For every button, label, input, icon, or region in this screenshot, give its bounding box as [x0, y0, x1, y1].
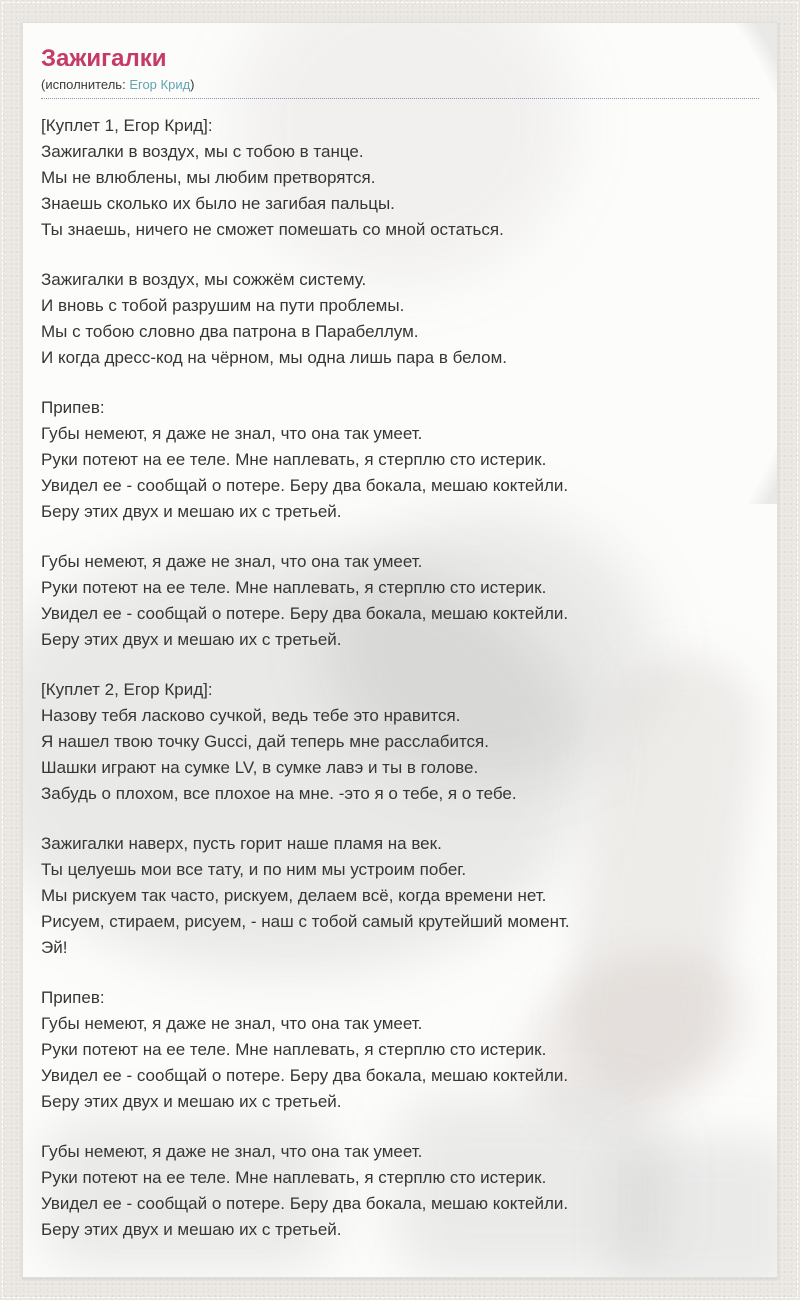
- stanza: [41, 677, 759, 807]
- stanza: [41, 549, 759, 653]
- lyric-line: Шашки играют на сумке LV, в сумке лавэ и ты в голове.: [41, 758, 479, 777]
- lyric-line: [Куплет 2, Егор Крид]:: [41, 680, 213, 699]
- lyric-line: Я нашел твою точку Gucci, дай теперь мне расслабится.: [41, 732, 489, 751]
- lyric-line: Увидел ее - сообщай о потере. Беру два бокала, мешаю коктейли.: [41, 476, 569, 495]
- lyric-line: Беру этих двух и мешаю их с третьей.: [41, 1220, 342, 1239]
- lyric-line: Знаешь сколько их было не загибая пальцы.: [41, 194, 395, 213]
- lyric-line: Руки потеют на ее теле. Мне наплевать, я стерплю сто истерик.: [41, 1168, 547, 1187]
- lyric-line: Губы немеют, я даже не знал, что она так умеет.: [41, 1014, 423, 1033]
- lyric-line: И когда дресс-код на чёрном, мы одна лишь пара в белом.: [41, 348, 507, 367]
- lyric-line: Эй!: [41, 938, 68, 957]
- lyric-line: Ты знаешь, ничего не сможет помешать со мной остаться.: [41, 220, 504, 239]
- lyric-line: Беру этих двух и мешаю их с третьей.: [41, 502, 342, 521]
- lyric-line: Увидел ее - сообщай о потере. Беру два бокала, мешаю коктейли.: [41, 604, 569, 623]
- lyric-line: Мы не влюблены, мы любим претворятся.: [41, 168, 376, 187]
- lyric-line: Ты целуешь мои все тату, и по ним мы устроим побег.: [41, 860, 467, 879]
- artist-link[interactable]: Егор Крид: [129, 77, 191, 92]
- lyric-line: Губы немеют, я даже не знал, что она так умеет.: [41, 552, 423, 571]
- stanza: [41, 395, 759, 525]
- page-title: Зажигалки: [41, 45, 167, 72]
- lyric-line: И вновь с тобой разрушим на пути проблемы.: [41, 296, 405, 315]
- lyric-line: Руки потеют на ее теле. Мне наплевать, я стерплю сто истерик.: [41, 450, 547, 469]
- lyric-line: Припев:: [41, 398, 105, 417]
- lyric-line: Зажигалки в воздух, мы сожжём систему.: [41, 270, 367, 289]
- stanza: [41, 1139, 759, 1243]
- lyric-line: Мы рискуем так часто, рискуем, делаем всё, когда времени нет.: [41, 886, 547, 905]
- stanza: [41, 113, 759, 243]
- lyric-line: Губы немеют, я даже не знал, что она так умеет.: [41, 1142, 423, 1161]
- lyric-line: Рисуем, стираем, рисуем, - наш с тобой самый крутейший момент.: [41, 912, 570, 931]
- lyric-line: Припев:: [41, 988, 105, 1007]
- lyrics-text: [41, 113, 759, 1243]
- dotted-separator: [41, 98, 759, 99]
- stanza: [41, 267, 759, 371]
- lyric-line: Беру этих двух и мешаю их с третьей.: [41, 630, 342, 649]
- lyric-line: Увидел ее - сообщай о потере. Беру два бокала, мешаю коктейли.: [41, 1194, 569, 1213]
- lyric-line: Руки потеют на ее теле. Мне наплевать, я стерплю сто истерик.: [41, 1040, 547, 1059]
- lyric-line: Мы с тобою словно два патрона в Парабеллум.: [41, 322, 419, 341]
- lyric-line: Назову тебя ласково сучкой, ведь тебе это нравится.: [41, 706, 461, 725]
- lyric-line: Зажигалки в воздух, мы с тобою в танце.: [41, 142, 364, 161]
- lyric-line: Губы немеют, я даже не знал, что она так умеет.: [41, 424, 423, 443]
- artist-prefix: (исполнитель:: [41, 77, 126, 92]
- lyric-line: Забудь о плохом, все плохое на мне. -это я о тебе, я о тебе.: [41, 784, 517, 803]
- artist-suffix: ): [190, 77, 195, 92]
- lyric-line: Руки потеют на ее теле. Мне наплевать, я стерплю сто истерик.: [41, 578, 547, 597]
- lyric-line: Увидел ее - сообщай о потере. Беру два бокала, мешаю коктейли.: [41, 1066, 569, 1085]
- artist-line: [41, 76, 759, 93]
- lyric-line: Беру этих двух и мешаю их с третьей.: [41, 1092, 342, 1111]
- lyric-line: [Куплет 1, Егор Крид]:: [41, 116, 213, 135]
- content: [23, 23, 777, 1243]
- stanza: [41, 985, 759, 1115]
- lyric-line: Зажигалки наверх, пусть горит наше пламя на век.: [41, 834, 442, 853]
- stanza: [41, 831, 759, 961]
- content-panel: [22, 22, 778, 1278]
